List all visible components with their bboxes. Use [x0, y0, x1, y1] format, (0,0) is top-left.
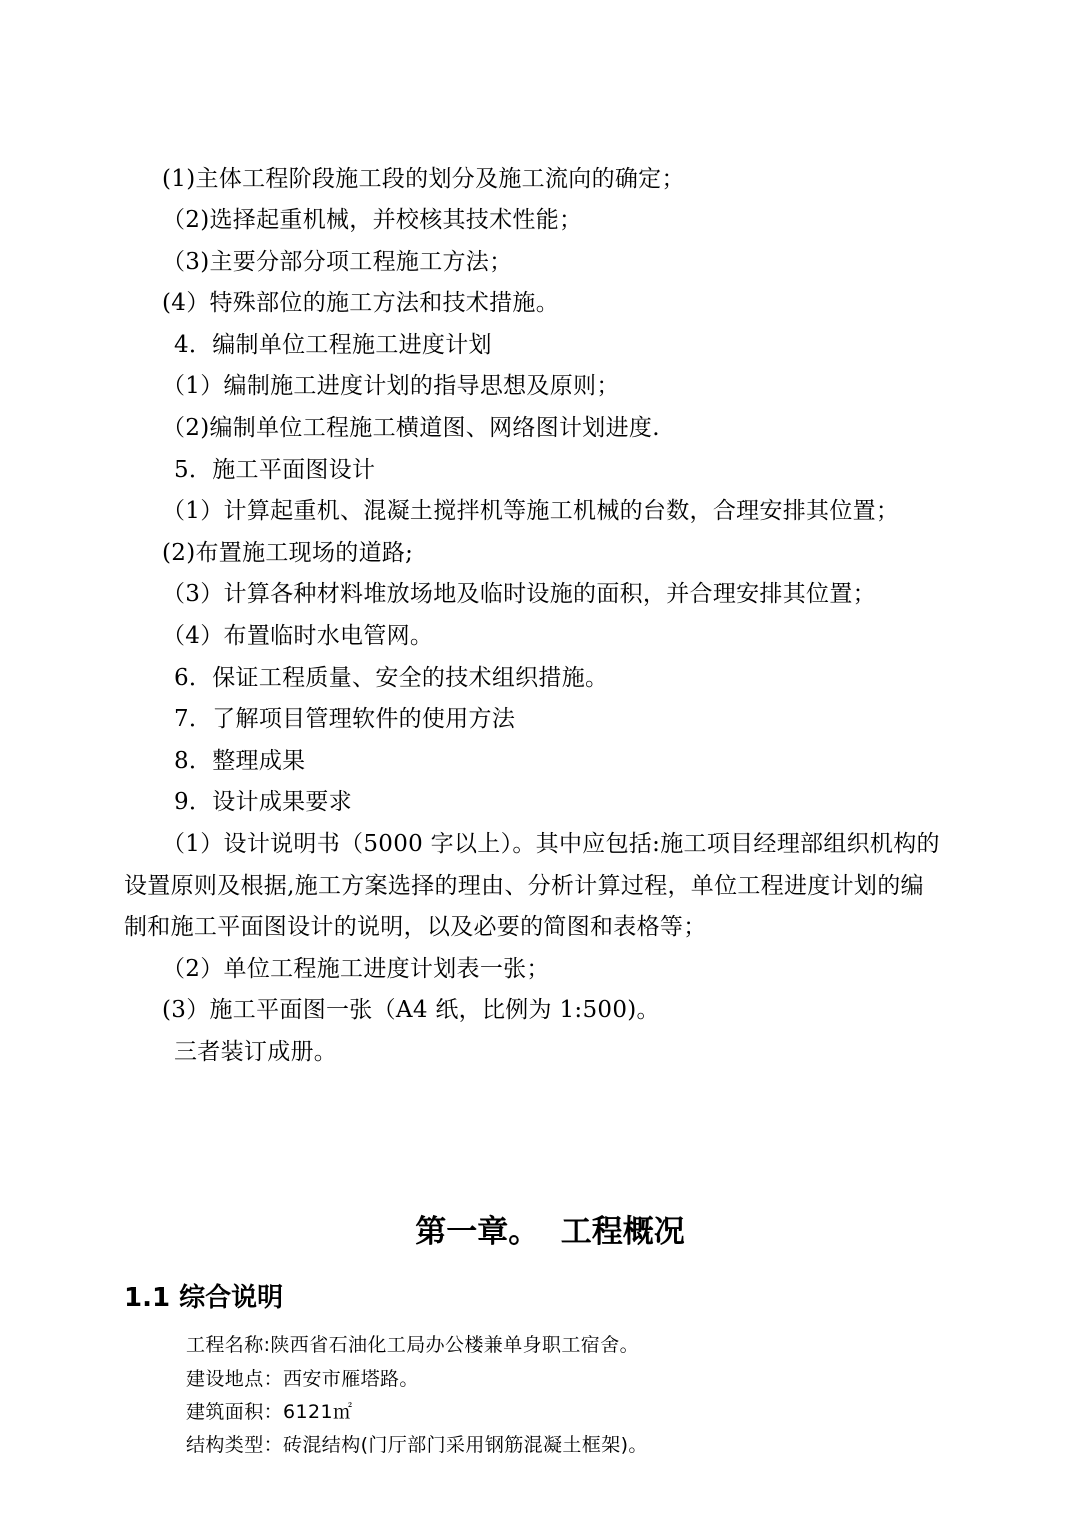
body-line: （1）设计说明书（5000 字以上）。其中应包括:施工项目经理部组织机构的: [162, 831, 940, 857]
body-line: 制和施工平面图设计的说明，以及必要的简图和表格等；: [124, 914, 707, 940]
body-line: 9．设计成果要求: [174, 789, 353, 815]
body-line: （2）单位工程施工进度计划表一张；: [162, 956, 550, 982]
body-line: (4）特殊部位的施工方法和技术措施。: [162, 290, 560, 316]
body-line: 6．保证工程质量、安全的技术组织措施。: [174, 665, 609, 691]
project-name-line: 工程名称:陕西省石油化工局办公楼兼单身职工宿舍。: [186, 1334, 640, 1356]
location-line: 建设地点：西安市雁塔路。: [186, 1368, 419, 1390]
body-line: （1）编制施工进度计划的指导思想及原则；: [162, 373, 620, 399]
body-line: （4）布置临时水电管网。: [162, 623, 434, 649]
body-line: （3）计算各种材料堆放场地及临时设施的面积，并合理安排其位置；: [162, 581, 876, 607]
chapter-title: 第一章。 工程概况: [415, 1214, 685, 1250]
body-line: 5．施工平面图设计: [174, 457, 376, 483]
body-line: （1）计算起重机、混凝土搅拌机等施工机械的台数，合理安排其位置；: [162, 498, 900, 524]
body-line: （3)主要分部分项工程施工方法；: [162, 249, 513, 275]
body-line: (3）施工平面图一张（A4 纸，比例为 1:500)。: [162, 997, 660, 1023]
body-line: 8．整理成果: [174, 748, 306, 774]
body-line: （2)编制单位工程施工横道图、网络图计划进度.: [162, 415, 660, 441]
body-line: 三者装订成册。: [174, 1039, 338, 1065]
body-line: 7．了解项目管理软件的使用方法: [174, 706, 516, 732]
body-line: (1)主体工程阶段施工段的划分及施工流向的确定；: [162, 166, 685, 192]
section-title: 1.1 综合说明: [124, 1283, 284, 1313]
body-line: 4．编制单位工程施工进度计划: [174, 332, 492, 358]
area-line: 建筑面积：6121㎡: [186, 1401, 353, 1423]
body-line: (2)布置施工现场的道路;: [162, 540, 414, 566]
structure-line: 结构类型：砖混结构(门厅部门采用钢筋混凝土框架)。: [186, 1434, 648, 1456]
body-line: （2)选择起重机械，并校核其技术性能；: [162, 207, 583, 233]
body-line: 设置原则及根据,施工方案选择的理由、分析计算过程，单位工程进度计划的编: [124, 873, 924, 899]
